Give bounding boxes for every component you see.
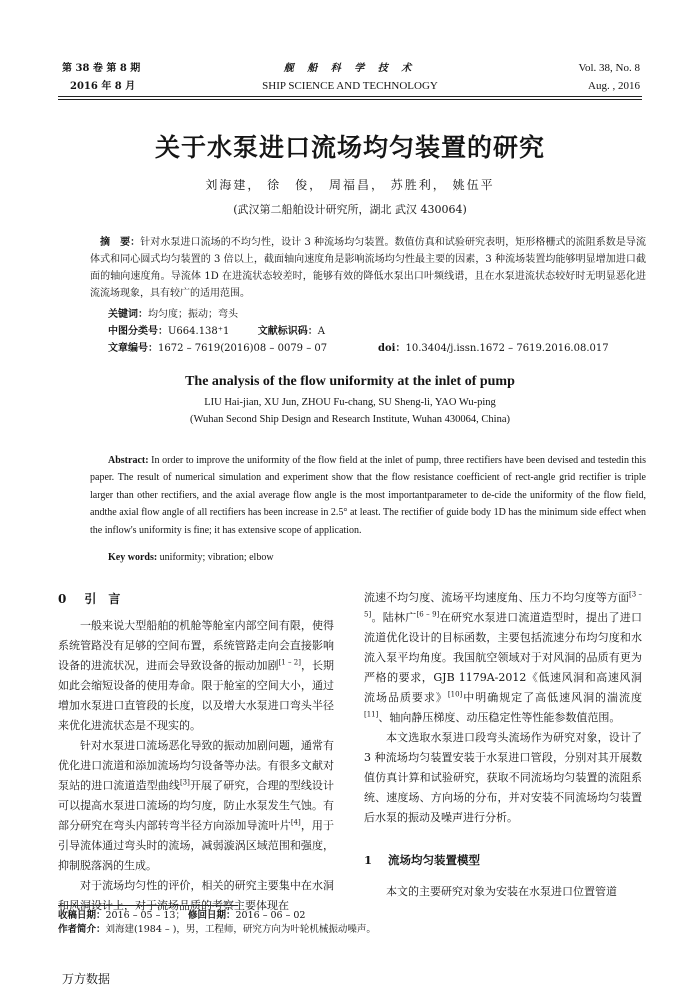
keywords-en [108,552,274,563]
header-rule-2 [58,99,642,100]
right-para-3: 本文的主要研究对象为安装在水泵进口位置管道 [386,885,617,898]
right-column [364,588,642,828]
abstract-cn-text: 针对水泵进口流场的不均匀性，设计 3 种流场均匀装置。数值仿真和试验研究表明，矩形格栅式的流阻系数是导流体式和同心圆式均匀装置的 3 倍以上，截面轴向速度角是影响流场均匀性最主要的因素，3 种流场装置均能够明显增加进口截面的轴向速度角。导流体 1D 在进流状态较差时，能够有效的降低水泵出口叶频线谱，且在水泵进流状态较好时无明显恶化进流流场现象，具有较广的适用范围。 [90,237,646,299]
left-para-2b: 开展了研究，合理的型线设计可以提高水泵进口流场的均匀度，防止水泵发生气蚀。有部分研究在弯头内部转弯半径方向添加导流叶片 [58,779,334,832]
revised-label: 修回日期： [187,910,236,921]
ref-3: [3] [179,778,190,787]
header-volume-en: Vol. 38, No. 8 [578,62,640,74]
right-para-1e: 、轴向静压梯度、动压稳定性等性能参数值范围。 [378,711,621,724]
received-label: 收稿日期： [58,910,106,921]
abstract-cn [90,234,646,302]
ref-4: [4] [290,818,301,827]
article-no-value: 1672 – 7619(2016)08 – 0079 – 07 [158,343,328,354]
section-1-number: 1 [364,853,373,867]
header-date-en: Aug. , 2016 [588,80,640,92]
right-para-1a: 流速不均匀度、流场平均速度角、压力不均匀度等方面 [364,591,630,604]
keywords-en-label: Key words: [108,552,158,563]
author-bio-label: 作者简介： [58,924,106,935]
left-para-1b: ，长期如此会缩短设备的使用寿命。限于舱室的空间大小，通过增加水泵进口直管段的长度，以及增大水泵进口弯头半径来优化进流状态是不现实的。 [58,659,335,732]
clc-line [108,323,325,340]
clc-value: U664.138⁺1 [168,326,230,337]
abstract-en-text: In order to improve the uniformity of the flow field at the inlet of pump, three rectifiers have been devised and testedin this paper. The result of numerical simulation and experiment show that the flow resistance coefficient of rect-angle grid rectifier is triple larger than other rectifiers, and the axial average flow angle is the most importantparameter to de-cide the uniformity of the flow field, andthe axial flow angle of all rectifiers has been increase in 2.5° at least. The rectifier of guide body 1D has the minimum side effect when the inflow's uniformity is fine; it has extensive scope of application. [90,455,647,536]
right-para-1d: 中明确规定了高低速风洞的湍流度 [462,691,643,704]
abstract-en-label: Abstract: [108,455,149,466]
header-date-cn: 2016 年 8 月 [70,81,136,92]
right-para-3-block [364,882,642,902]
section-1-title: 流场均匀装置模型 [388,853,481,867]
right-para-2: 本文选取水泵进口段弯头流场作为研究对象，设计了 3 种流场均匀装置安装于水泵进口管段，分别对其开展数值仿真计算和试验研究，获取不同流场均匀装置的流阻系统、速度场、方向场的分布，并对安装不同流场均匀装置后水泵的振动及噪声进行分析。 [364,731,642,824]
received-date: 2016 – 05 – 13； [105,910,185,921]
ref-6-9: [6 – 9] [416,610,440,619]
article-number-line [108,340,327,357]
affiliation-en: (Wuhan Second Ship Design and Research Institute, Wuhan 430064, China) [189,414,511,425]
left-column [58,616,334,916]
author-bio-text: 刘海建(1984 – )，男，工程师，研究方向为叶轮机械振动噪声。 [105,924,376,935]
right-para-1b: 。陆林广 [371,611,417,624]
ref-11: [11] [364,710,379,719]
title-en: The analysis of the flow uniformity at the inlet of pump [185,374,515,389]
header-journal-cn: 舰 船 科 学 技 术 [283,63,417,74]
keywords-cn-text: 均匀度；振动；弯头 [148,309,238,320]
keywords-en-text: uniformity; vibration; elbow [159,552,274,563]
footnote-rule [58,905,238,906]
header-volume-cn: 第 38 卷 第 8 期 [62,63,141,74]
doi-label: doi： [378,343,406,354]
doi-value: 10.3404/j.issn.1672 – 7619.2016.08.017 [405,343,609,354]
paper-title: 关于水泵进口流场均匀装置的研究 [154,133,545,162]
left-para-2c: ，用于引导流体通过弯头时的流场，减弱漩涡区域范围和强度，抑制脱落涡的生成。 [58,819,335,872]
article-no-label: 文章编号： [108,343,158,354]
keywords-cn-label: 关键词： [108,309,148,320]
left-para-2a: 针对水泵进口流场恶化导致的振动加剧问题，通常有优化进口流道和添加流场均匀设备等办法。有很多文献对泵站的进口流道造型曲线 [58,739,334,792]
abstract-cn-label: 摘 要： [100,237,141,248]
footnote-author [58,923,618,937]
ref-10: [10] [447,690,463,699]
header-journal-en: SHIP SCIENCE AND TECHNOLOGY [262,80,438,92]
ref-1-2: [1 – 2] [278,658,301,667]
revised-date: 2016 – 06 – 02 [235,910,306,921]
header-rule [58,96,642,97]
left-para-3: 对于流场均匀性的评价，相关的研究主要集中在水洞和风洞设计上，对于流场品质的考察主要体现在 [58,879,334,912]
section-0-heading [58,590,120,607]
affiliation: (武汉第二船舶设计研究所，湖北 武汉 430064) [233,203,467,216]
right-para-1c: 在研究水泵进口流道造型时，提出了进口流道优化设计的目标函数，主要包括流速分布均匀度和水流入泵平均角度。我国航空领域对于对风洞的品质有更为严格的要求，GJB 1179A-2012《低速风洞和高速风洞流场品质要求》 [364,611,642,704]
footer-watermark: 万方数据 [62,972,111,986]
doc-code-label: 文献标识码： [257,326,318,337]
doc-code-value: A [317,326,326,337]
left-para-1a: 一般来说大型船舶的机舱等舱室内部空间有限，使得系统管路没有足够的空间布置，系统管路走向会直接影响设备的进流状况，进而会导致设备的振动加剧 [58,619,334,672]
ref-3-5: [3 – 5] [364,590,642,619]
doi-line [378,340,609,357]
footnote-dates [58,909,618,923]
section-1-heading [364,852,480,868]
section-0-number: 0 [58,592,67,606]
section-0-title: 引 言 [84,592,121,606]
clc-label: 中图分类号： [108,326,168,337]
abstract-en [90,452,646,539]
authors: 刘海建， 徐 俊， 周福昌， 苏胜利， 姚伍平 [205,178,495,192]
authors-en: LIU Hai-jian, XU Jun, ZHOU Fu-chang, SU Sheng-li, YAO Wu-ping [204,397,496,408]
keywords-cn [108,306,238,323]
